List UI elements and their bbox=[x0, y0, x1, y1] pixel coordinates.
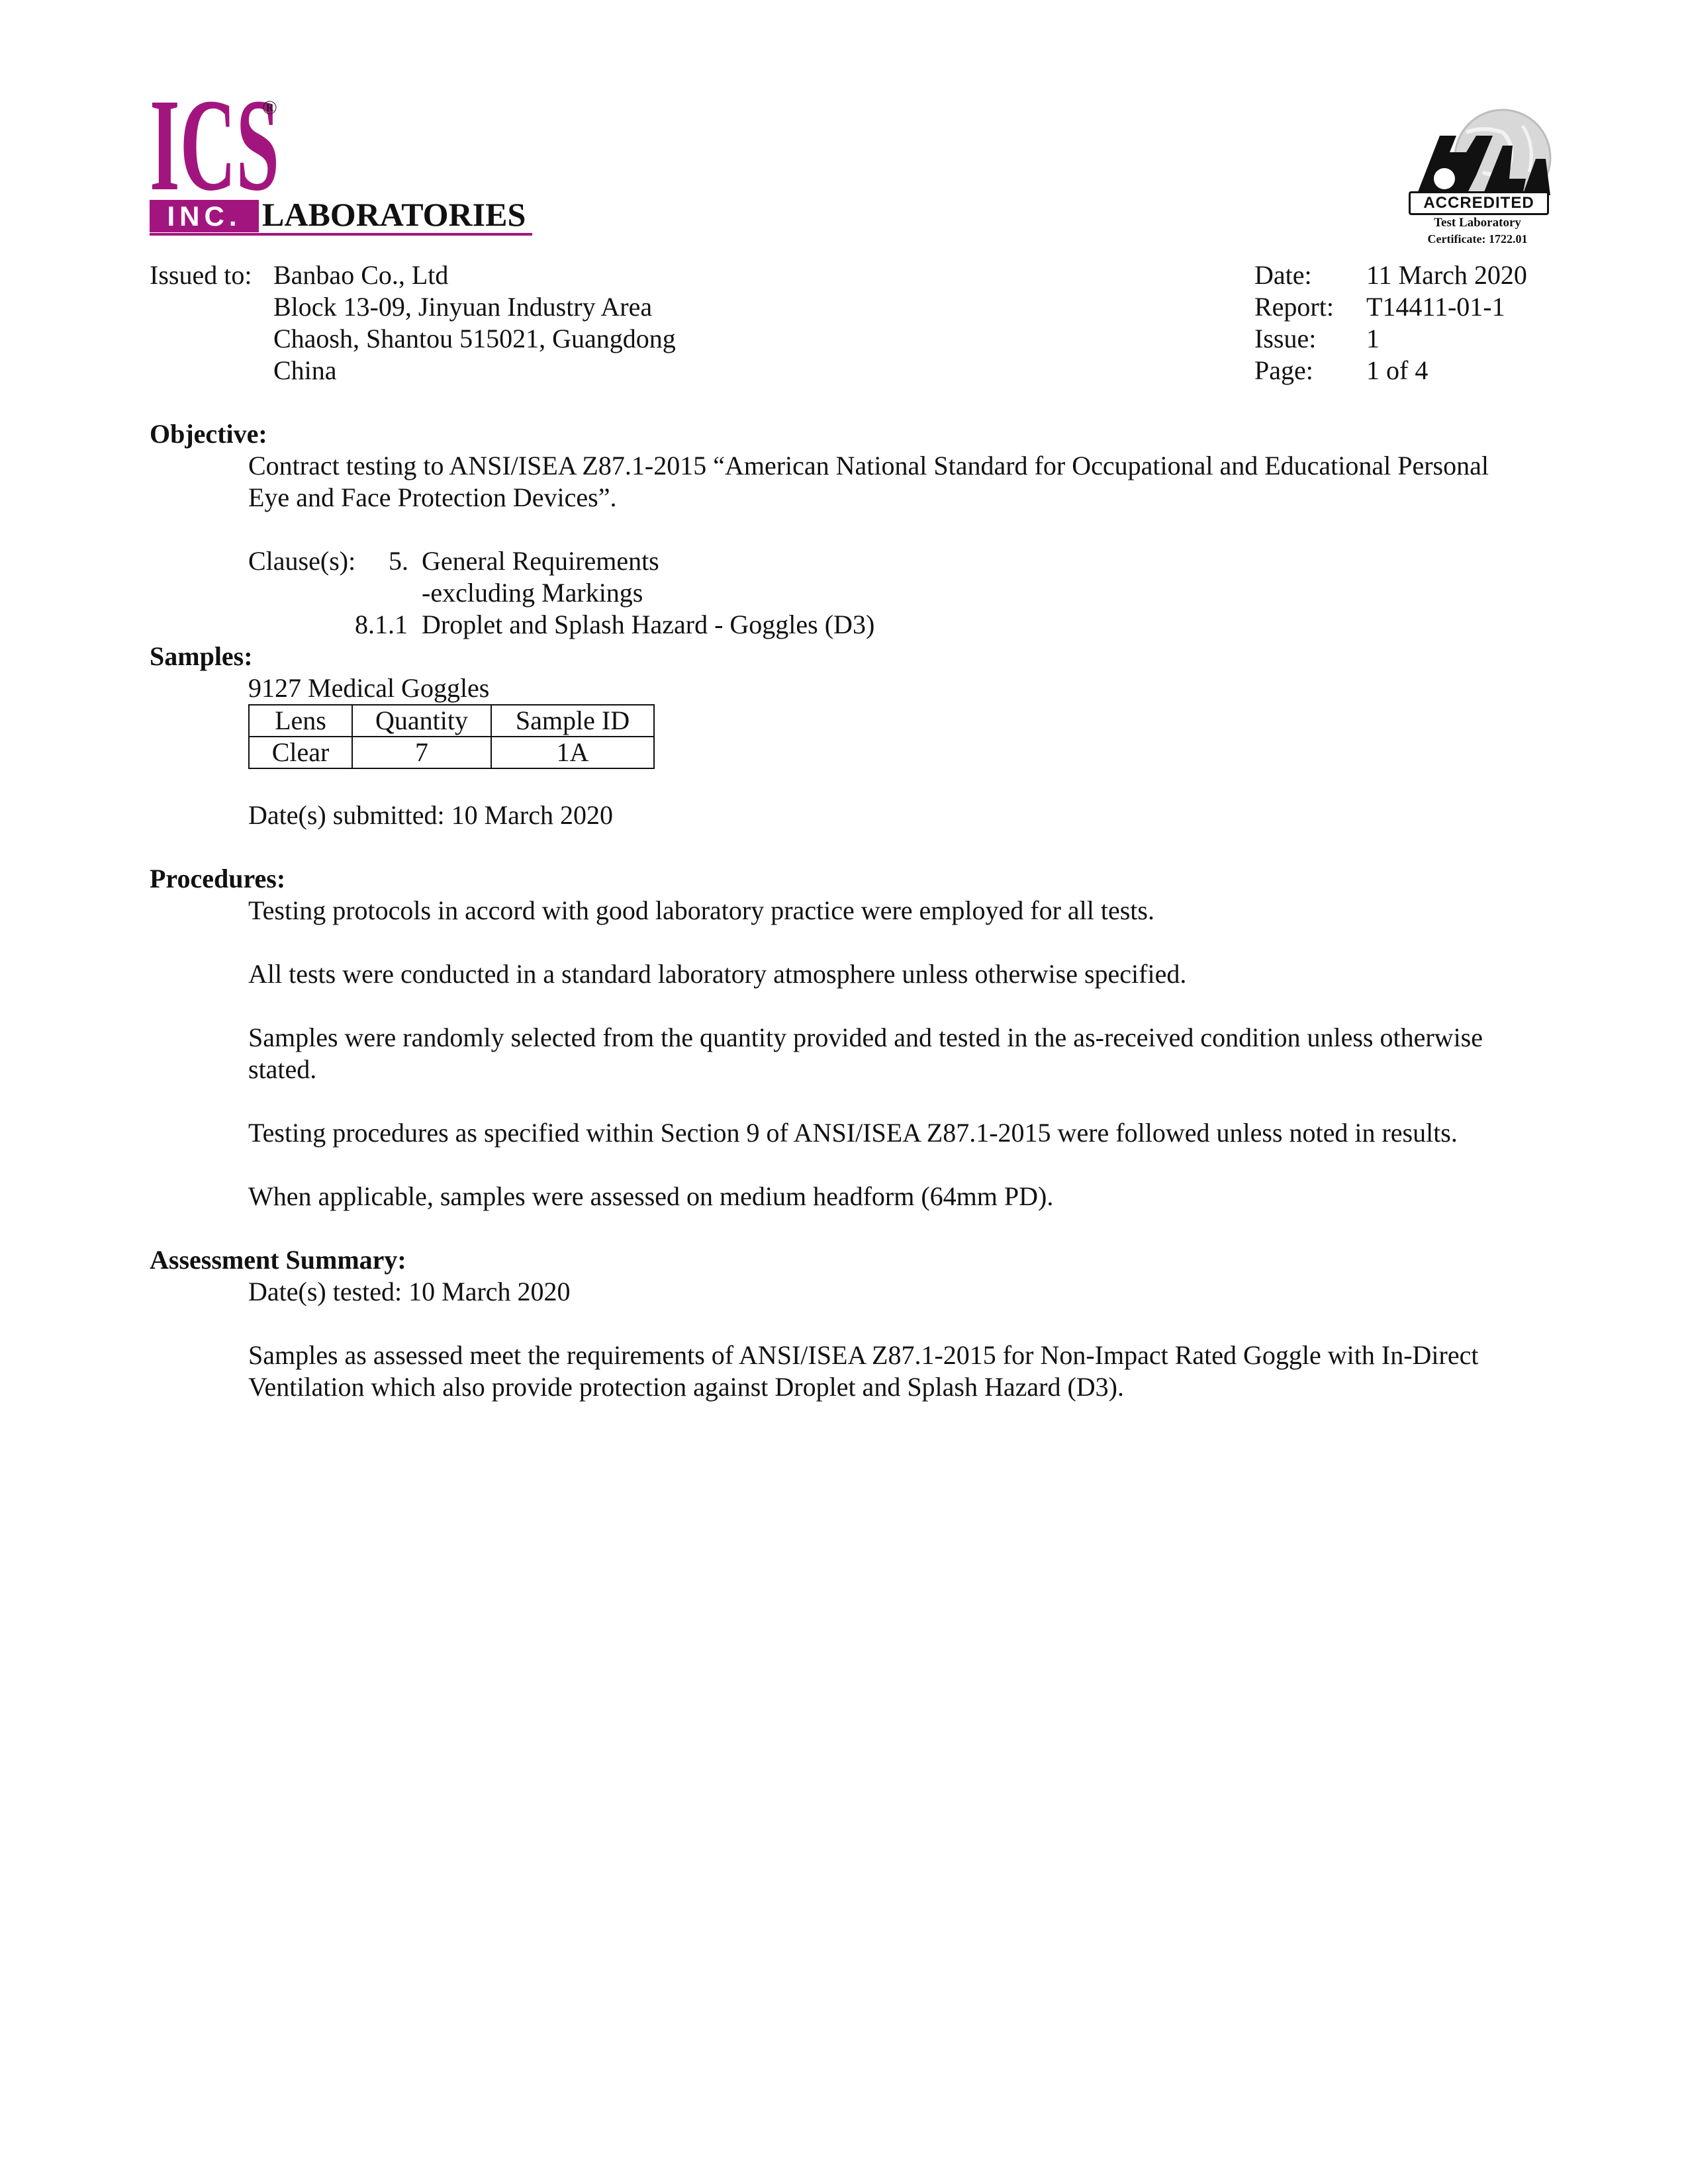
procedures-heading: Procedures: bbox=[150, 864, 286, 893]
procedure-paragraph: Testing protocols in accord with good laboratory practice were employed for all tests. bbox=[248, 895, 1154, 925]
date-value: 11 March 2020 bbox=[1366, 260, 1527, 290]
clause-text: Droplet and Splash Hazard - Goggles (D3) bbox=[422, 610, 875, 639]
ics-logo-text: ICS bbox=[150, 85, 279, 197]
procedure-paragraph: All tests were conducted in a standard laboratory atmosphere unless otherwise specified. bbox=[248, 959, 1187, 989]
objective-heading: Objective: bbox=[150, 419, 267, 449]
issue-label: Issue: bbox=[1254, 324, 1317, 353]
samples-table bbox=[248, 704, 655, 769]
objective-text-line-1: Contract testing to ANSI/ISEA Z87.1-2015 “American National Standard for Occupational and Educational Personal bbox=[248, 451, 1489, 480]
table-cell: 1A bbox=[491, 737, 654, 768]
date-submitted: Date(s) submitted: 10 March 2020 bbox=[248, 800, 613, 830]
clause-number: 5. bbox=[389, 546, 408, 576]
date-label: Date: bbox=[1254, 260, 1312, 290]
clause-text: General Requirements bbox=[422, 546, 659, 576]
clauses-label: Clause(s): bbox=[248, 546, 356, 576]
table-header-cell: Lens bbox=[249, 705, 352, 737]
table-row bbox=[249, 737, 654, 768]
table-header-cell: Quantity bbox=[352, 705, 491, 737]
procedure-paragraph: When applicable, samples were assessed on medium headform (64mm PD). bbox=[248, 1181, 1054, 1211]
issued-to-line-1: Banbao Co., Ltd bbox=[273, 260, 449, 290]
table-cell: 7 bbox=[352, 737, 491, 768]
issued-to-line-4: China bbox=[273, 355, 337, 385]
objective-text-line-2: Eye and Face Protection Devices”. bbox=[248, 482, 617, 512]
issued-to-label: Issued to: bbox=[150, 260, 252, 290]
clause-text: -excluding Markings bbox=[422, 578, 643, 608]
procedure-paragraph: stated. bbox=[248, 1054, 317, 1084]
assessment-heading: Assessment Summary: bbox=[150, 1245, 406, 1275]
issued-to-line-3: Chaosh, Shantou 515021, Guangdong bbox=[273, 324, 676, 353]
clause-number: 8.1.1 bbox=[355, 610, 408, 639]
assessment-text-line-1: Samples as assessed meet the requirements of ANSI/ISEA Z87.1-2015 for Non-Impact Rated Goggle with In-Direct bbox=[248, 1340, 1479, 1370]
samples-heading: Samples: bbox=[150, 641, 253, 671]
logo-laboratories: LABORATORIES bbox=[262, 196, 526, 233]
procedure-paragraph: Testing procedures as specified within Section 9 of ANSI/ISEA Z87.1-2015 were followed unless noted in results. bbox=[248, 1118, 1458, 1148]
table-header-row bbox=[249, 705, 654, 737]
procedure-paragraph: Samples were randomly selected from the quantity provided and tested in the as-received condition unless otherwise bbox=[248, 1023, 1483, 1052]
logo-underline bbox=[150, 233, 532, 236]
issue-value: 1 bbox=[1366, 324, 1380, 353]
issued-to-line-2: Block 13-09, Jinyuan Industry Area bbox=[273, 292, 653, 322]
report-value: T14411-01-1 bbox=[1366, 292, 1505, 322]
table-cell: Clear bbox=[249, 737, 352, 768]
page-label: Page: bbox=[1254, 355, 1313, 385]
logo-inc-badge: INC. bbox=[150, 200, 259, 232]
table-header-cell: Sample ID bbox=[491, 705, 654, 737]
report-label: Report: bbox=[1254, 292, 1334, 322]
seal-test-laboratory: Test Laboratory bbox=[1434, 216, 1521, 230]
seal-certificate: Certificate: 1722.01 bbox=[1427, 232, 1528, 246]
sample-product: 9127 Medical Goggles bbox=[248, 673, 490, 703]
assessment-text-line-2: Ventilation which also provide protection against Droplet and Splash Hazard (D3). bbox=[248, 1372, 1124, 1402]
accredited-badge: ACCREDITED bbox=[1409, 191, 1549, 215]
date-tested: Date(s) tested: 10 March 2020 bbox=[248, 1277, 571, 1306]
page-value: 1 of 4 bbox=[1366, 355, 1429, 385]
registered-mark: ® bbox=[262, 97, 277, 118]
